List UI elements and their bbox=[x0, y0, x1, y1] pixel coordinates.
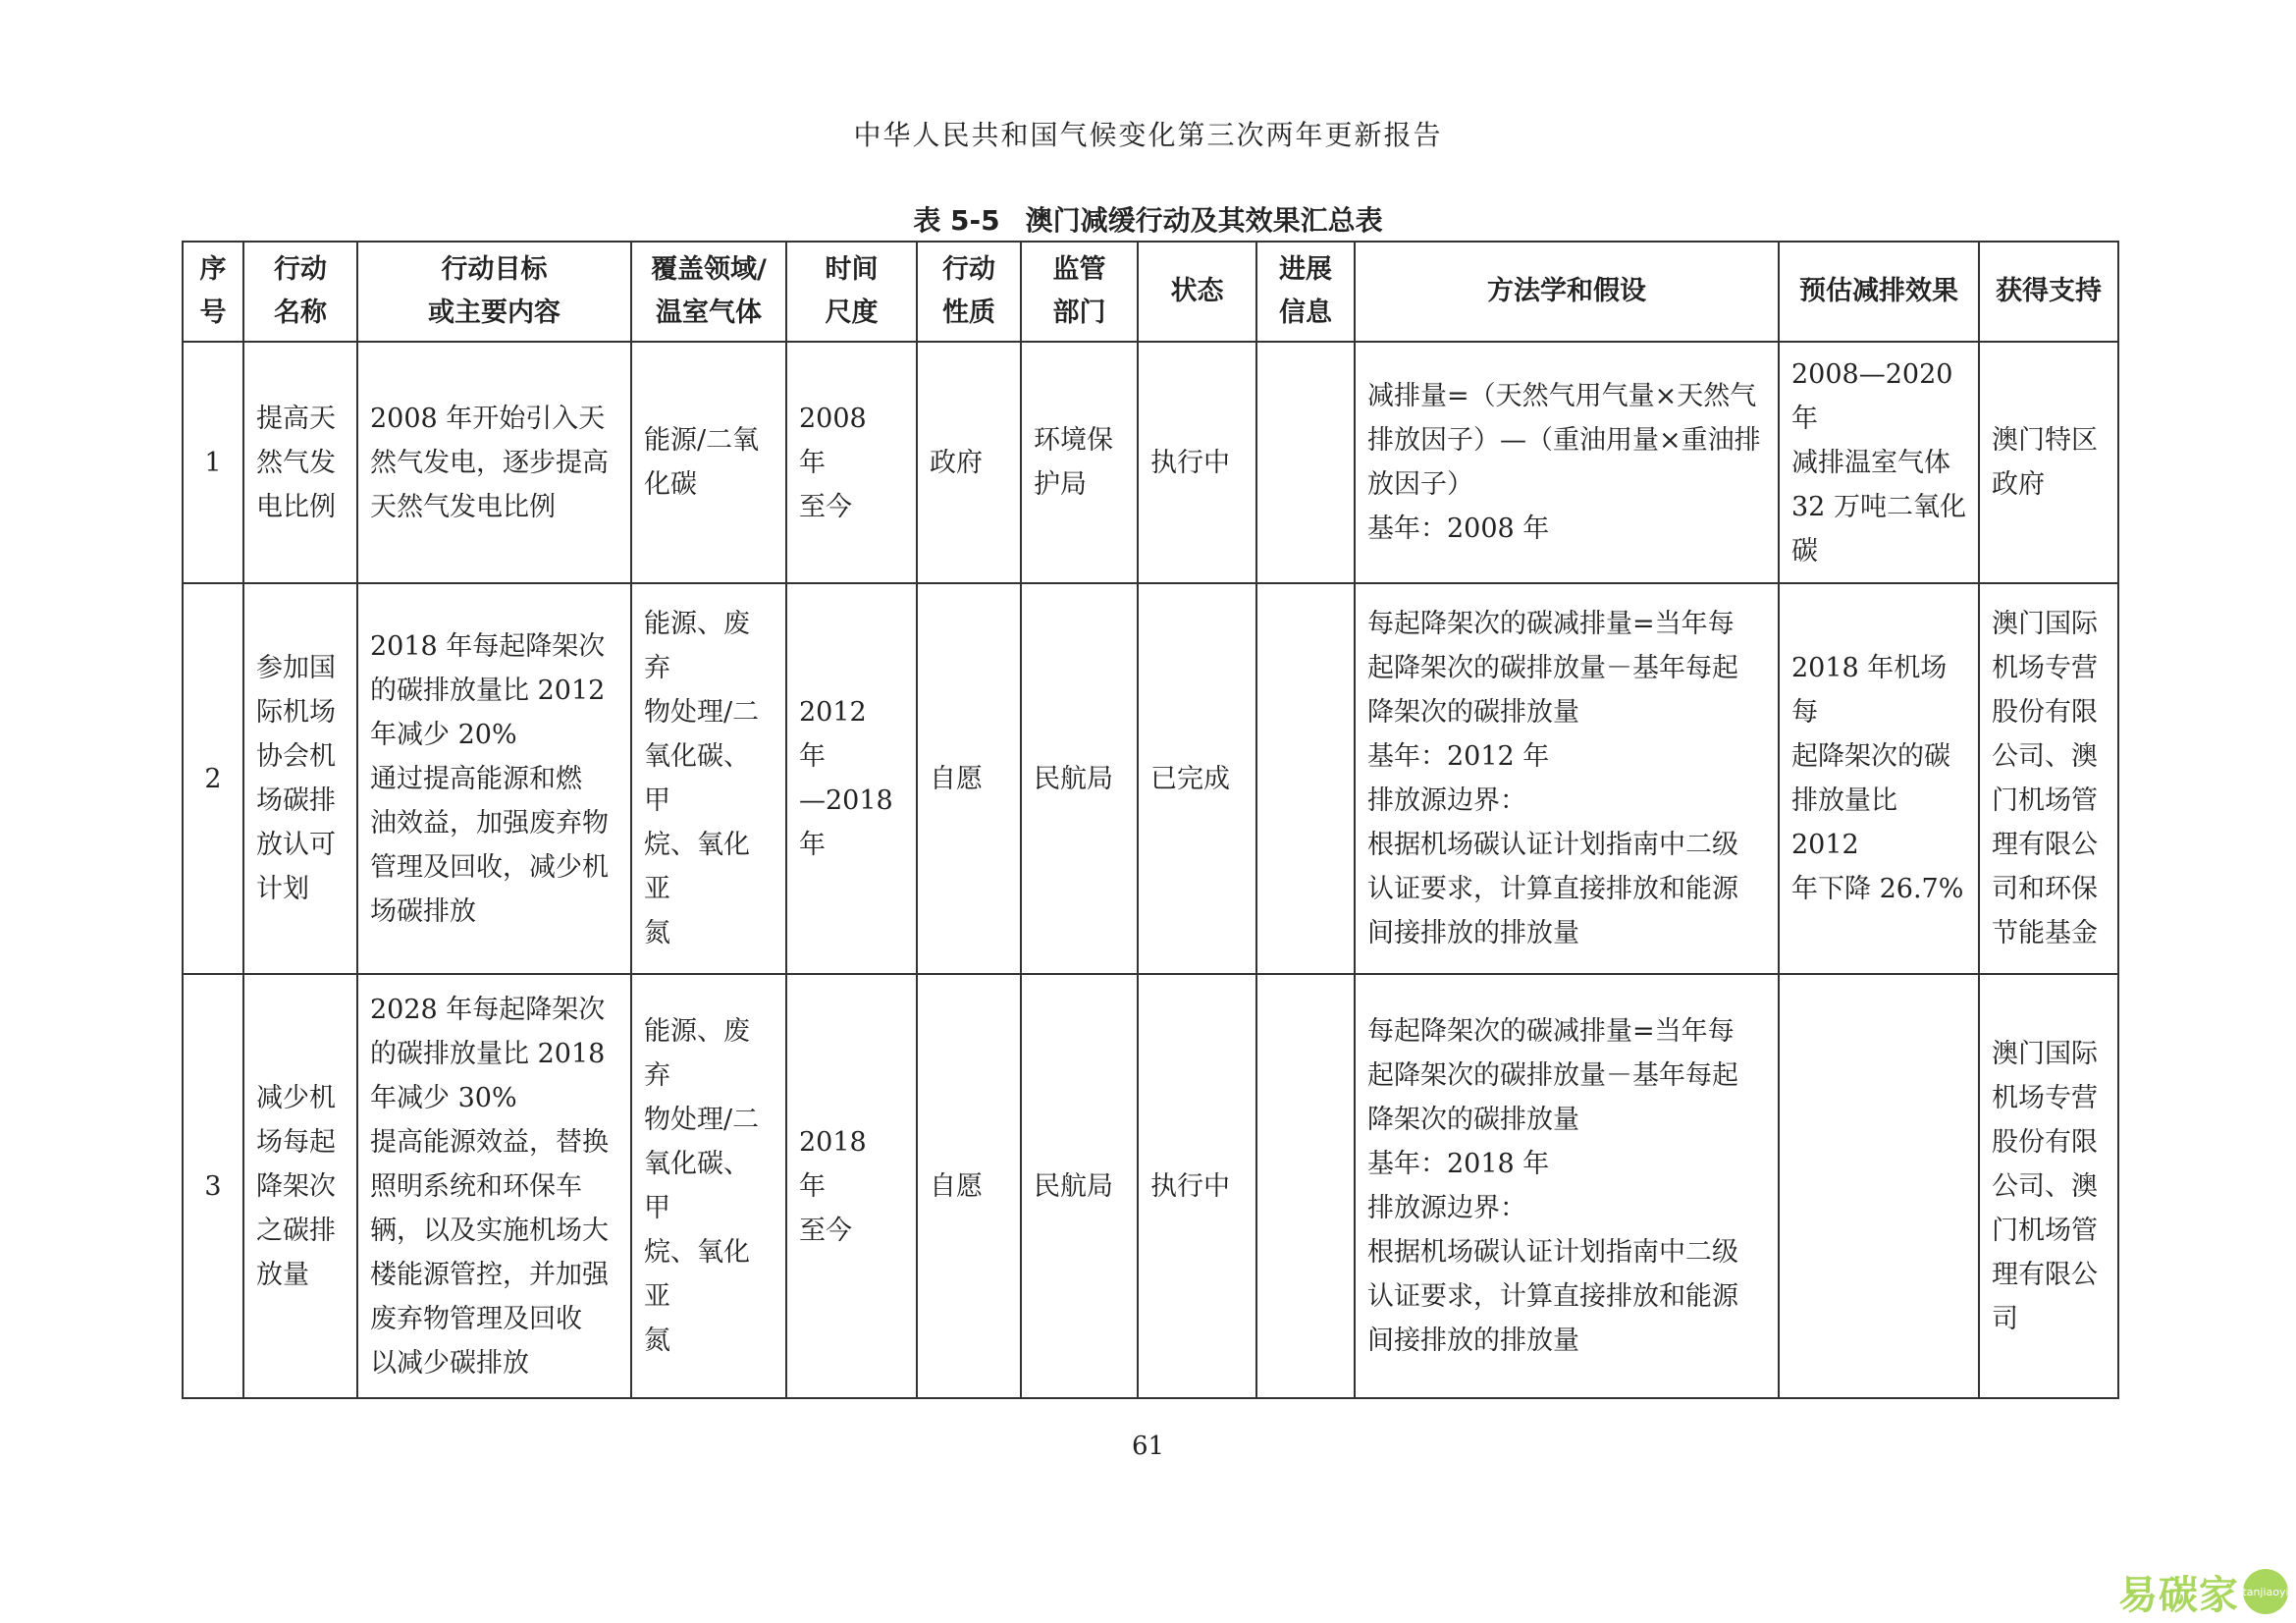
cell-goal: 2028 年每起降架次 的碳排放量比 2018 年减少 30% 提高能源效益，替换 照明系统和环保车 辆，以及实施机场大 楼能源管控，并加强 废弃物管理及回收 以减少碳排放 bbox=[357, 974, 631, 1398]
cell-scope: 能源、废弃 物处理/二 氧化碳、甲 烷、氧化亚 氮 bbox=[631, 583, 786, 974]
cell-support: 澳门国际 机场专营 股份有限 公司、澳 门机场管 理有限公 司 bbox=[1979, 974, 2118, 1398]
col-header-goal: 行动目标 或主要内容 bbox=[357, 242, 631, 342]
cell-goal: 2008 年开始引入天 然气发电，逐步提高 天然气发电比例 bbox=[357, 342, 631, 583]
cell-time: 2018 年 至今 bbox=[786, 974, 917, 1398]
table-header-row bbox=[183, 242, 2118, 342]
col-header-status: 状态 bbox=[1138, 242, 1256, 342]
col-header-progress: 进展 信息 bbox=[1256, 242, 1355, 342]
table-row bbox=[183, 974, 2118, 1398]
cell-method: 每起降架次的碳减排量=当年每 起降架次的碳排放量－基年每起 降架次的碳排放量 基年：2012 年 排放源边界： 根据机场碳认证计划指南中二级 认证要求，计算直接排放和能源 间接排放的排放量 bbox=[1355, 583, 1779, 974]
table-caption bbox=[0, 199, 2296, 239]
watermark-badge: tanjiaoyi bbox=[2243, 1569, 2288, 1614]
cell-status: 执行中 bbox=[1138, 974, 1256, 1398]
cell-name: 提高天 然气发 电比例 bbox=[243, 342, 357, 583]
cell-effect bbox=[1779, 974, 1979, 1398]
cell-goal: 2018 年每起降架次 的碳排放量比 2012 年减少 20% 通过提高能源和燃 油效益，加强废弃物 管理及回收，减少机 场碳排放 bbox=[357, 583, 631, 974]
cell-time: 2008 年 至今 bbox=[786, 342, 917, 583]
cell-nature: 自愿 bbox=[917, 974, 1021, 1398]
cell-dept: 民航局 bbox=[1021, 974, 1138, 1398]
cell-name: 参加国 际机场 协会机 场碳排 放认可 计划 bbox=[243, 583, 357, 974]
mitigation-actions-table bbox=[182, 241, 2119, 1399]
cell-progress bbox=[1256, 342, 1355, 583]
cell-method: 减排量=（天然气用气量×天然气 排放因子）—（重油用量×重油排 放因子） 基年：2008 年 bbox=[1355, 342, 1779, 583]
cell-name: 减少机 场每起 降架次 之碳排 放量 bbox=[243, 974, 357, 1398]
cell-effect: 2008—2020 年 减排温室气体 32 万吨二氧化 碳 bbox=[1779, 342, 1979, 583]
table-row bbox=[183, 583, 2118, 974]
watermark-logo bbox=[2118, 1567, 2288, 1616]
col-header-no: 序 号 bbox=[183, 242, 243, 342]
cell-nature: 政府 bbox=[917, 342, 1021, 583]
col-header-name: 行动 名称 bbox=[243, 242, 357, 342]
cell-dept: 环境保 护局 bbox=[1021, 342, 1138, 583]
col-header-dept: 监管 部门 bbox=[1021, 242, 1138, 342]
col-header-support: 获得支持 bbox=[1979, 242, 2118, 342]
col-header-effect: 预估减排效果 bbox=[1779, 242, 1979, 342]
cell-nature: 自愿 bbox=[917, 583, 1021, 974]
col-header-nature: 行动 性质 bbox=[917, 242, 1021, 342]
cell-effect: 2018 年机场每 起降架次的碳 排放量比 2012 年下降 26.7% bbox=[1779, 583, 1979, 974]
cell-progress bbox=[1256, 974, 1355, 1398]
cell-support: 澳门国际 机场专营 股份有限 公司、澳 门机场管 理有限公 司和环保 节能基金 bbox=[1979, 583, 2118, 974]
col-header-scope: 覆盖领域/ 温室气体 bbox=[631, 242, 786, 342]
cell-dept: 民航局 bbox=[1021, 583, 1138, 974]
cell-no: 3 bbox=[183, 974, 243, 1398]
cell-scope: 能源/二氧 化碳 bbox=[631, 342, 786, 583]
cell-support: 澳门特区 政府 bbox=[1979, 342, 2118, 583]
cell-method: 每起降架次的碳减排量=当年每 起降架次的碳排放量－基年每起 降架次的碳排放量 基年：2018 年 排放源边界： 根据机场碳认证计划指南中二级 认证要求，计算直接排放和能源 间接排放的排放量 bbox=[1355, 974, 1779, 1398]
cell-no: 2 bbox=[183, 583, 243, 974]
cell-no: 1 bbox=[183, 342, 243, 583]
running-header: 中华人民共和国气候变化第三次两年更新报告 bbox=[853, 119, 1443, 151]
cell-progress bbox=[1256, 583, 1355, 974]
watermark-text: 易碳家 bbox=[2118, 1572, 2239, 1618]
cell-time: 2012 年 —2018 年 bbox=[786, 583, 917, 974]
cell-status: 已完成 bbox=[1138, 583, 1256, 974]
table-number: 表 5-5 bbox=[913, 204, 1000, 237]
table-row bbox=[183, 342, 2118, 583]
page-number: 61 bbox=[1131, 1432, 1165, 1461]
col-header-method: 方法学和假设 bbox=[1355, 242, 1779, 342]
col-header-time: 时间 尺度 bbox=[786, 242, 917, 342]
cell-status: 执行中 bbox=[1138, 342, 1256, 583]
table-title: 澳门减缓行动及其效果汇总表 bbox=[1025, 204, 1383, 237]
cell-scope: 能源、废弃 物处理/二 氧化碳、甲 烷、氧化亚 氮 bbox=[631, 974, 786, 1398]
